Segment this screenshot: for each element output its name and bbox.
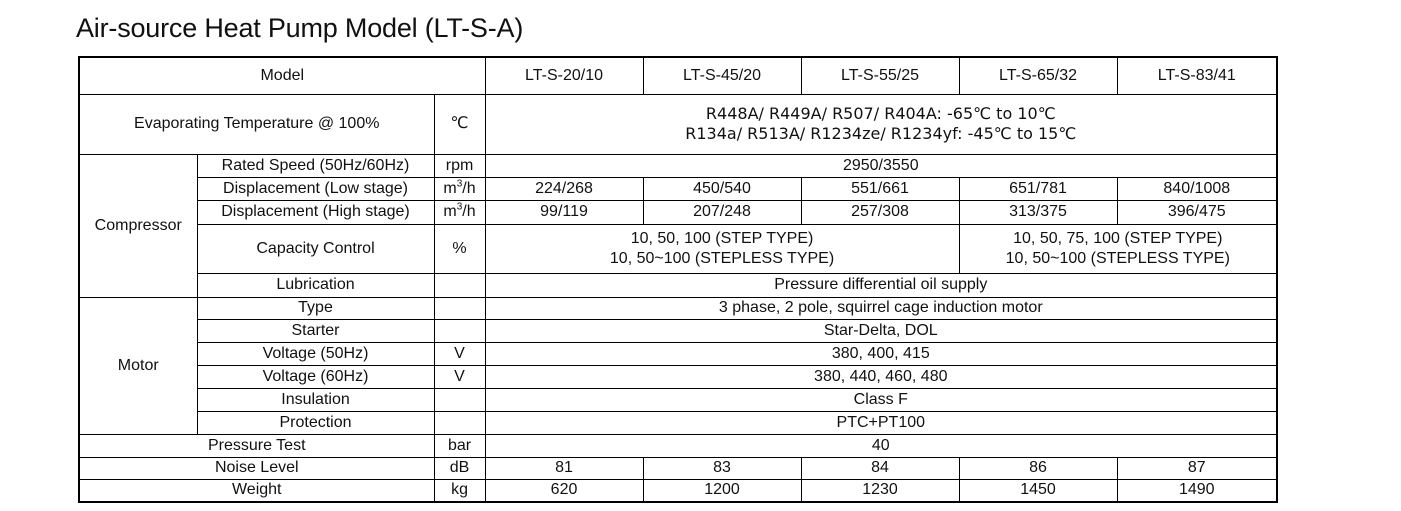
displacement-low-label: Displacement (Low stage) (197, 177, 434, 200)
model-header: LT-S-55/25 (801, 57, 959, 94)
protection-label: Protection (197, 411, 434, 434)
capacity-control-label: Capacity Control (197, 224, 434, 273)
insulation-unit (434, 388, 485, 411)
table-row-weight (79, 479, 1277, 502)
table-row-lubrication (79, 273, 1277, 297)
motor-type-unit (434, 297, 485, 319)
noise-unit: dB (434, 457, 485, 479)
table-row-pressure-test (79, 434, 1277, 457)
unit-sup: 3 (456, 178, 463, 190)
table-row-displacement-high (79, 200, 1277, 224)
table-row-rated-speed (79, 154, 1277, 177)
table-row-capacity-control (79, 224, 1277, 273)
voltage-50-unit: V (434, 342, 485, 365)
table-row-evaporating (79, 94, 1277, 154)
protection-value: PTC+PT100 (485, 411, 1277, 434)
starter-label: Starter (197, 319, 434, 342)
unit-sup: 3 (456, 201, 463, 213)
table-row-protection (79, 411, 1277, 434)
evaporating-value (485, 94, 1277, 154)
spec-table (78, 56, 1278, 503)
displacement-low-value: 224/268 (485, 177, 643, 200)
weight-label: Weight (79, 479, 434, 502)
pressure-test-unit: bar (434, 434, 485, 457)
unit-tail: /h (462, 203, 476, 220)
weight-unit: kg (434, 479, 485, 502)
model-label: Model (79, 57, 485, 94)
lubrication-label: Lubrication (197, 273, 434, 297)
starter-unit (434, 319, 485, 342)
voltage-50-value: 380, 400, 415 (485, 342, 1277, 365)
capacity-a-line-2: 10, 50~100 (STEPLESS TYPE) (609, 249, 835, 267)
compressor-group-label: Compressor (79, 154, 197, 297)
unit-tail: /h (462, 179, 476, 197)
displacement-high-value: 99/119 (485, 200, 643, 224)
capacity-control-value-b (959, 224, 1277, 273)
lubrication-value: Pressure differential oil supply (485, 273, 1277, 297)
displacement-low-value: 651/781 (959, 177, 1117, 200)
displacement-high-value: 207/248 (643, 200, 801, 224)
capacity-b-line-1: 10, 50, 75, 100 (STEP TYPE) (1013, 229, 1223, 247)
table-row-motor-type (79, 297, 1277, 319)
noise-value: 83 (643, 457, 801, 479)
table-row-voltage-60 (79, 365, 1277, 388)
voltage-60-unit: V (434, 365, 485, 388)
weight-value: 620 (485, 479, 643, 502)
displacement-high-value: 396/475 (1117, 200, 1277, 224)
protection-unit (434, 411, 485, 434)
model-header: LT-S-65/32 (959, 57, 1117, 94)
voltage-60-label: Voltage (60Hz) (197, 365, 434, 388)
unit-base: m (443, 203, 457, 220)
displacement-low-value: 551/661 (801, 177, 959, 200)
model-header: LT-S-45/20 (643, 57, 801, 94)
displacement-low-value: 840/1008 (1117, 177, 1277, 200)
weight-value: 1450 (959, 479, 1117, 502)
starter-value: Star-Delta, DOL (485, 319, 1277, 342)
table-row-insulation (79, 388, 1277, 411)
rated-speed-unit: rpm (434, 154, 485, 177)
model-header: LT-S-83/41 (1117, 57, 1277, 94)
table-row-noise (79, 457, 1277, 479)
displacement-low-value: 450/540 (643, 177, 801, 200)
displacement-high-unit (434, 200, 485, 224)
weight-value: 1200 (643, 479, 801, 502)
noise-value: 87 (1117, 457, 1277, 479)
pressure-test-label: Pressure Test (79, 434, 434, 457)
displacement-high-label: Displacement (High stage) (197, 200, 434, 224)
noise-value: 81 (485, 457, 643, 479)
weight-value: 1230 (801, 479, 959, 502)
displacement-high-value: 313/375 (959, 200, 1117, 224)
capacity-control-value-a (485, 224, 959, 273)
motor-type-label: Type (197, 297, 434, 319)
table-row-starter (79, 319, 1277, 342)
noise-value: 86 (959, 457, 1117, 479)
capacity-a-line-1: 10, 50, 100 (STEP TYPE) (630, 229, 814, 247)
pressure-test-value: 40 (485, 434, 1277, 457)
displacement-high-value: 257/308 (801, 200, 959, 224)
noise-label: Noise Level (79, 457, 434, 479)
weight-value: 1490 (1117, 479, 1277, 502)
unit-base: m (443, 179, 457, 197)
table-row-voltage-50 (79, 342, 1277, 365)
voltage-60-value: 380, 440, 460, 480 (485, 365, 1277, 388)
table-row-model (79, 57, 1277, 94)
rated-speed-label: Rated Speed (50Hz/60Hz) (197, 154, 434, 177)
displacement-low-unit (434, 177, 485, 200)
model-header: LT-S-20/10 (485, 57, 643, 94)
evaporating-line-1: R448A/ R449A/ R507/ R404A: -65℃ to 10℃ (705, 104, 1056, 123)
motor-group-label: Motor (79, 297, 197, 434)
insulation-value: Class F (485, 388, 1277, 411)
insulation-label: Insulation (197, 388, 434, 411)
table-row-displacement-low (79, 177, 1277, 200)
capacity-control-unit: % (434, 224, 485, 273)
noise-value: 84 (801, 457, 959, 479)
motor-type-value: 3 phase, 2 pole, squirrel cage induction motor (485, 297, 1277, 319)
evaporating-label: Evaporating Temperature @ 100% (79, 94, 434, 154)
page-title: Air-source Heat Pump Model (LT-S-A) (76, 13, 524, 43)
evaporating-line-2: R134a/ R513A/ R1234ze/ R1234yf: -45℃ to 15℃ (685, 124, 1077, 143)
rated-speed-value: 2950/3550 (485, 154, 1277, 177)
capacity-b-line-2: 10, 50~100 (STEPLESS TYPE) (1005, 249, 1230, 267)
voltage-50-label: Voltage (50Hz) (197, 342, 434, 365)
lubrication-unit (434, 273, 485, 297)
evaporating-unit: ℃ (434, 94, 485, 154)
